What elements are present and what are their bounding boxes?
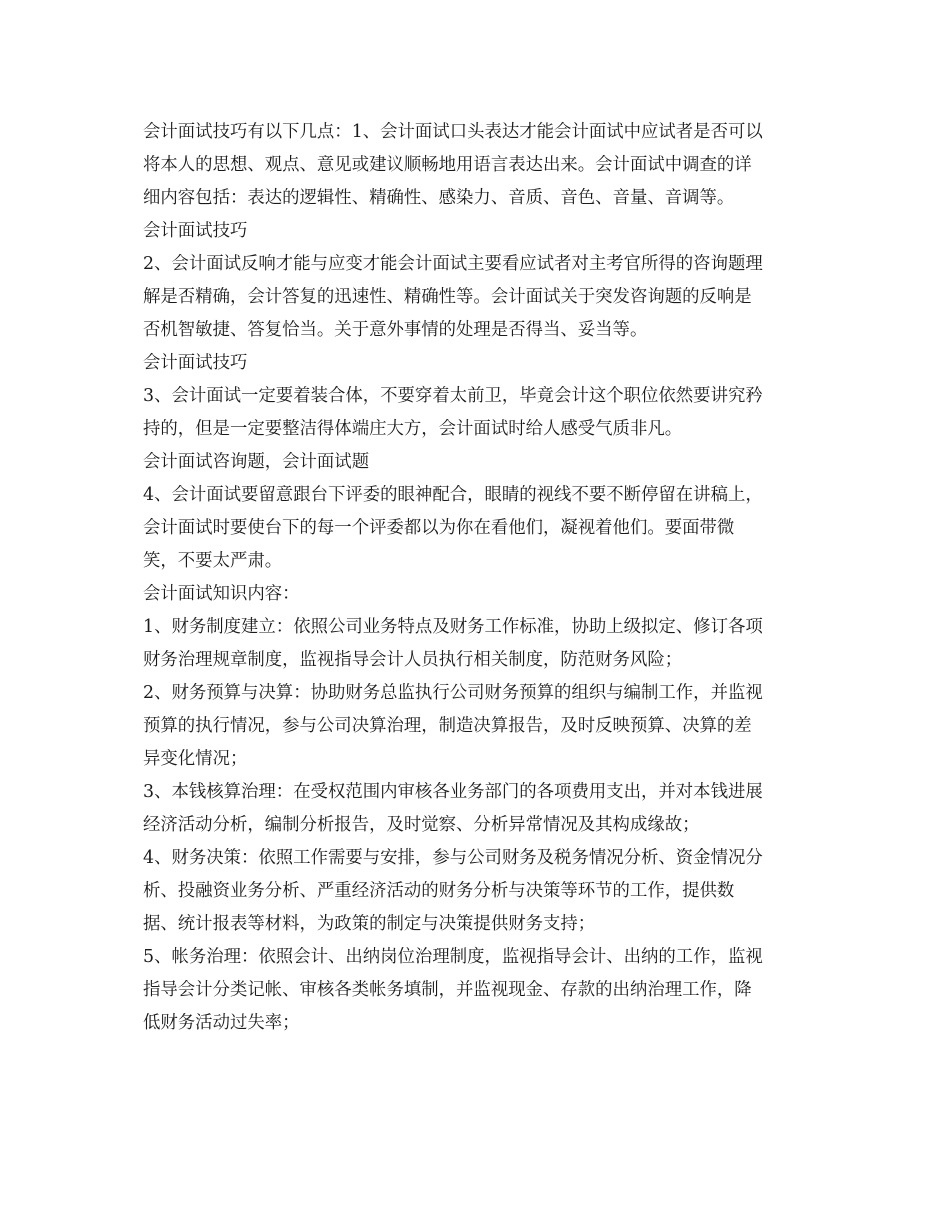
list-item-line: 析、投融资业务分析、严重经济活动的财务分析与决策等环节的工作，提供数	[143, 881, 735, 901]
body-text-line: 细内容包括：表达的逻辑性、精确性、感染力、音质、音色、音量、音调等。	[143, 188, 735, 208]
body-text-line: 解是否精确，会计答复的迅速性、精确性等。会计面试关于突发咨询题的反响是	[143, 287, 752, 307]
list-item-line: 1、财务制度建立：依照公司业务特点及财务工作标准，协助上级拟定、修订各项	[143, 617, 763, 637]
list-item-line: 指导会计分类记帐、审核各类帐务填制，并监视现金、存款的出纳治理工作，降	[143, 980, 752, 1000]
body-text-line: 否机智敏捷、答复恰当。关于意外事情的处理是否得当、妥当等。	[143, 320, 648, 340]
body-text-line: 持的，但是一定要整洁得体端庄大方，会计面试时给人感受气质非凡。	[143, 419, 683, 439]
list-item-line: 预算的执行情况，参与公司决算治理，制造决算报告，及时反映预算、决算的差	[143, 716, 752, 736]
body-text-line: 4、会计面试要留意跟台下评委的眼神配合，眼睛的视线不要不断停留在讲稿上，	[143, 485, 763, 505]
list-item-line: 异变化情况；	[143, 749, 248, 769]
list-item-line: 据、统计报表等材料，为政策的制定与决策提供财务支持；	[143, 914, 596, 934]
section-heading: 会计面试技巧	[143, 353, 248, 373]
section-heading: 会计面试咨询题，会计面试题	[143, 452, 370, 472]
list-item-line: 4、财务决策：依照工作需要与安排，参与公司财务及税务情况分析、资金情况分	[143, 848, 763, 868]
body-text-line: 会计面试时要使台下的每一个评委都以为你在看他们，凝视着他们。要面带微	[143, 518, 735, 538]
list-item-line: 低财务活动过失率；	[143, 1013, 300, 1033]
section-heading: 会计面试技巧	[143, 221, 248, 241]
body-text-line: 笑，不要太严肃。	[143, 551, 283, 571]
list-item-line: 5、帐务治理：依照会计、出纳岗位治理制度，监视指导会计、出纳的工作，监视	[143, 947, 763, 967]
section-heading: 会计面试知识内容：	[143, 584, 300, 604]
list-item-line: 经济活动分析，编制分析报告，及时觉察、分析异常情况及其构成缘故；	[143, 815, 700, 835]
body-text-line: 2、会计面试反响才能与应变才能会计面试主要看应试者对主考官所得的咨询题理	[143, 254, 763, 274]
body-text-line: 会计面试技巧有以下几点：1、会计面试口头表达才能会计面试中应试者是否可以	[143, 122, 763, 142]
document-body	[143, 116, 823, 1040]
list-item-line: 财务治理规章制度，监视指导会计人员执行相关制度，防范财务风险；	[143, 650, 683, 670]
list-item-line: 2、财务预算与决算：协助财务总监执行公司财务预算的组织与编制工作，并监视	[143, 683, 763, 703]
body-text-line: 3、会计面试一定要着装合体，不要穿着太前卫，毕竟会计这个职位依然要讲究矜	[143, 386, 763, 406]
list-item-line: 3、本钱核算治理：在受权范围内审核各业务部门的各项费用支出，并对本钱进展	[143, 782, 763, 802]
body-text-line: 将本人的思想、观点、意见或建议顺畅地用语言表达出来。会计面试中调查的详	[143, 155, 752, 175]
